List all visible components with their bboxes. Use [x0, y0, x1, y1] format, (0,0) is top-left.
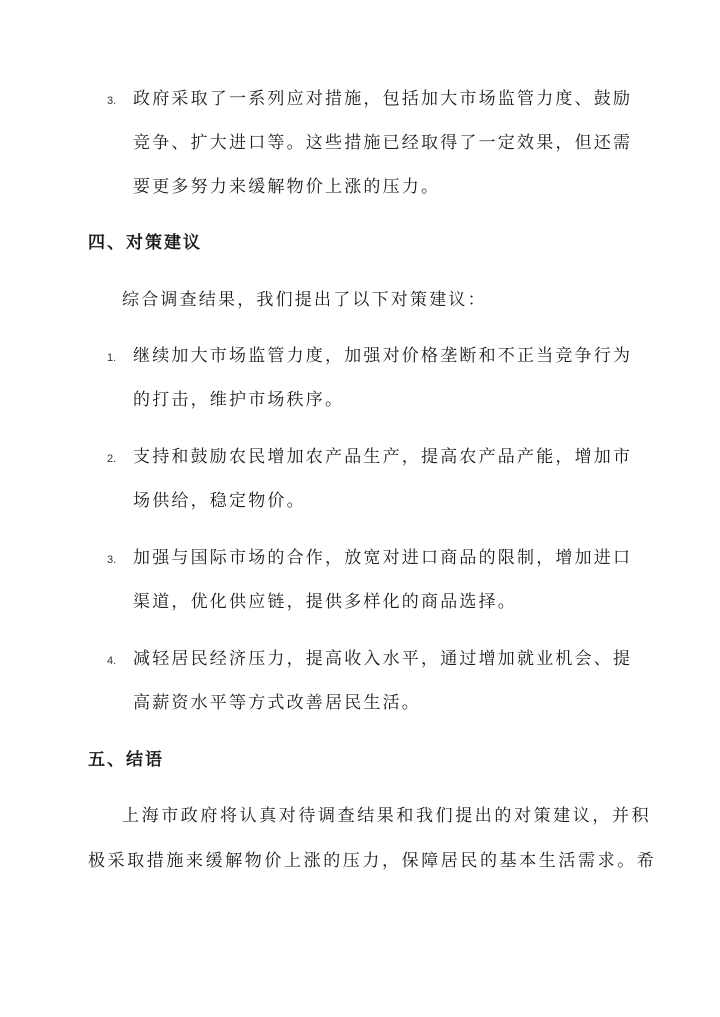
list-item-line: 竞争、扩大进口等。这些措施已经取得了一定效果，但还需 — [133, 133, 633, 153]
section-heading: 四、对策建议 — [88, 233, 202, 253]
list-number: 4. — [107, 655, 117, 667]
paragraph-line: 极采取措施来缓解物价上涨的压力，保障居民的基本生活需求。希 — [88, 851, 657, 871]
list-item-line: 渠道，优化供应链，提供多样化的商品选择。 — [133, 592, 517, 612]
list-item-line: 政府采取了一系列应对措施，包括加大市场监管力度、鼓励 — [133, 89, 633, 109]
list-item-line: 继续加大市场监管力度，加强对价格垄断和不正当竞争行为 — [133, 346, 633, 366]
list-item-line: 场供给，稳定物价。 — [133, 491, 306, 511]
list-item-line: 高薪资水平等方式改善居民生活。 — [133, 693, 421, 713]
list-number: 2. — [107, 453, 117, 465]
list-number: 3. — [107, 554, 117, 566]
list-item-line: 加强与国际市场的合作，放宽对进口商品的限制，增加进口 — [133, 548, 633, 568]
section-heading: 五、结语 — [88, 750, 164, 770]
list-item-line: 支持和鼓励农民增加农产品生产，提高农产品产能，增加市 — [133, 447, 633, 467]
list-item-line: 减轻居民经济压力，提高收入水平，通过增加就业机会、提 — [133, 649, 633, 669]
section-intro: 综合调查结果，我们提出了以下对策建议： — [122, 290, 487, 310]
list-item-line: 要更多努力来缓解物价上涨的压力。 — [133, 177, 441, 197]
list-number: 1. — [107, 352, 117, 364]
list-item-line: 的打击，维护市场秩序。 — [133, 390, 345, 410]
paragraph-line: 上海市政府将认真对待调查结果和我们提出的对策建议，并积 — [122, 806, 652, 826]
list-number: 3. — [107, 95, 117, 107]
